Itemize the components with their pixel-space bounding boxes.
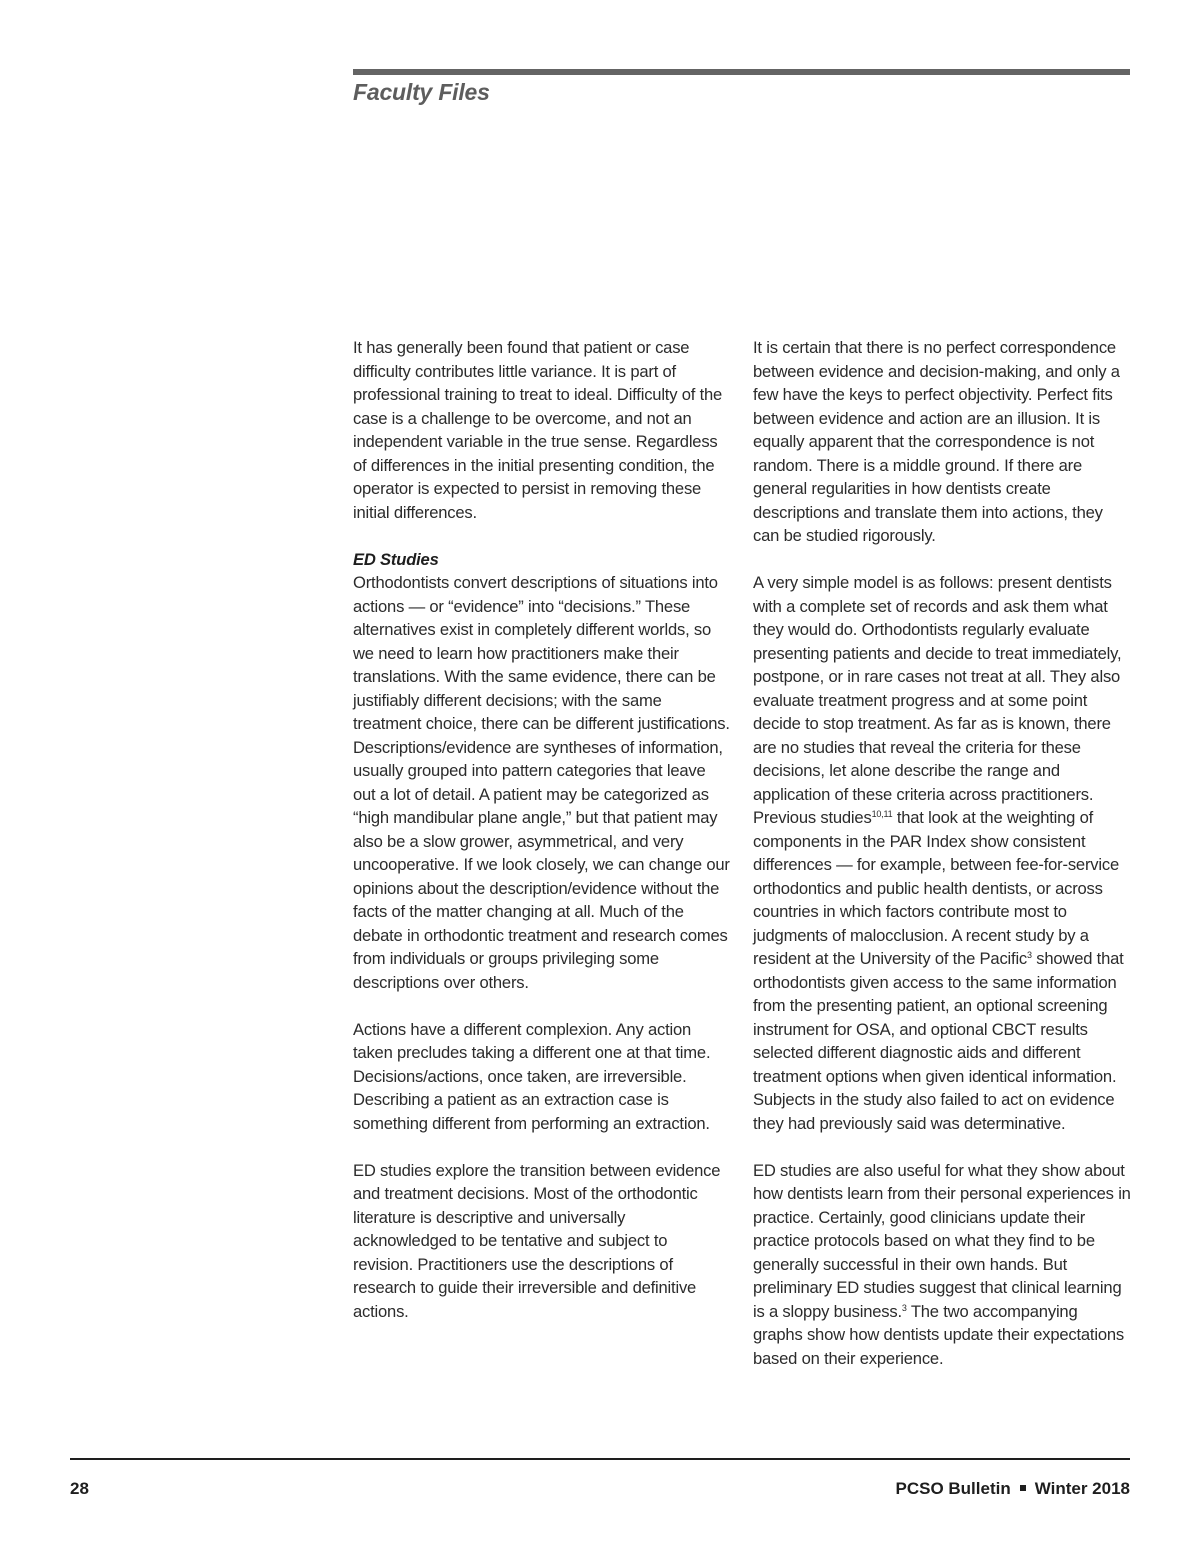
paragraph: Actions have a different complexion. Any action taken precludes taking a different one at that time. Decisions/actions, once taken, are irreversible. Describing a patient as an extraction case is something different from performing an extraction.	[353, 1019, 711, 1133]
text-run: The two accompanying graphs show how dentists update their expectations based on their experience.	[753, 1301, 1124, 1368]
paragraph: It has generally been found that patient or case difficulty contributes little variance. It is part of professional training to treat to ideal. Difficulty of the case is a challenge to be overcome, and not an independent variable in the true sense. Regardless of differences in the initial presenting condition, the operator is expected to persist in removing these initial differences.	[353, 338, 723, 522]
paragraph: Orthodontists convert descriptions of situations into actions — or “evidence” into “decisions.” These alternatives exist in completely different worlds, so we need to learn how practitioners make their translations. With the same evidence, there can be justifiably different decisions; with the same treatment choice, there can be different justifications. Descriptions/evidence are syntheses of information, usually grouped into pattern categories that leave out a lot of detail. A patient may be categorized as “high mandibular plane angle,” but that patient may also be a slow grower, asymmetrical, and very uncooperative. If we look closely, we can change our opinions about the description/evidence without the facts of the matter changing at all. Much of the debate in orthodontic treatment and research comes from individuals or groups privileging some descriptions over others.	[353, 573, 730, 992]
page-number: 28	[70, 1479, 89, 1498]
paragraph	[753, 1159, 1131, 1371]
reference-superscript: 10,11	[871, 809, 893, 819]
footer-rule	[70, 1458, 1130, 1460]
header-rule	[353, 69, 1130, 75]
section-title: Faculty Files	[353, 79, 490, 105]
issue-date: Winter 2018	[1034, 1479, 1130, 1498]
right-column	[753, 336, 1131, 1394]
left-column	[353, 336, 731, 1347]
ed-studies-section	[353, 548, 731, 995]
publication-name: PCSO Bulletin	[895, 1479, 1011, 1498]
paragraph: ED studies explore the transition between evidence and treatment decisions. Most of the orthodontic literature is descriptive and universally acknowledged to be tentative and subject to revision. Practitioners use the descriptions of research to guide their irreversible and definitive actions.	[353, 1160, 721, 1321]
text-run: A very simple model is as follows: present dentists with a complete set of records and ask them what they would do. Orthodontists regularly evaluate presenting patients and decide to treat immediately, postpone, or in rare cases not treat at all. They also evaluate treatment progress and at some point decide to stop treatment. As far as is known, there are no studies that reveal the criteria for these decisions, let alone describe the range and application of these criteria across practitioners. Previous studies	[753, 573, 1122, 827]
separator-square-icon	[1020, 1485, 1026, 1491]
text-run: that look at the weighting of components in the PAR Index show consistent differences — for example, between fee-for-service orthodontics and public health dentists, or across countries in which factors contribute most to judgments of malocclusion. A recent study by a resident at the University of the Pacific	[753, 808, 1119, 968]
reference-superscript: 3	[901, 1302, 907, 1313]
reference-superscript: 3	[1027, 950, 1032, 960]
paragraph: It is certain that there is no perfect correspondence between evidence and decision-making, and only a few have the keys to perfect objectivity. Perfect fits between evidence and action are an illusion. It is equally apparent that the correspondence is not random. There is a middle ground. If there are general regularities in how dentists create descriptions and translate them into actions, they can be studied rigorously.	[753, 338, 1120, 545]
text-run: ED studies are also useful for what they show about how dentists learn from their personal experiences in practice. Certainly, good clinicians update their practice protocols based on what they find to be generally successful in their own hands. But preliminary ED studies suggest that clinical learning is a sloppy business.	[753, 1160, 1131, 1321]
subheading: ED Studies	[353, 549, 439, 569]
text-run: showed that orthodontists given access to the same information from the presenting patient, an optional screening instrument for OSA, and optional CBCT results selected different diagnostic aids and different treatment options when given identical information. Subjects in the study also failed to act on evidence they had previously said was determinative.	[753, 949, 1124, 1133]
paragraph	[753, 571, 1131, 1135]
journal-info	[895, 1479, 1130, 1499]
